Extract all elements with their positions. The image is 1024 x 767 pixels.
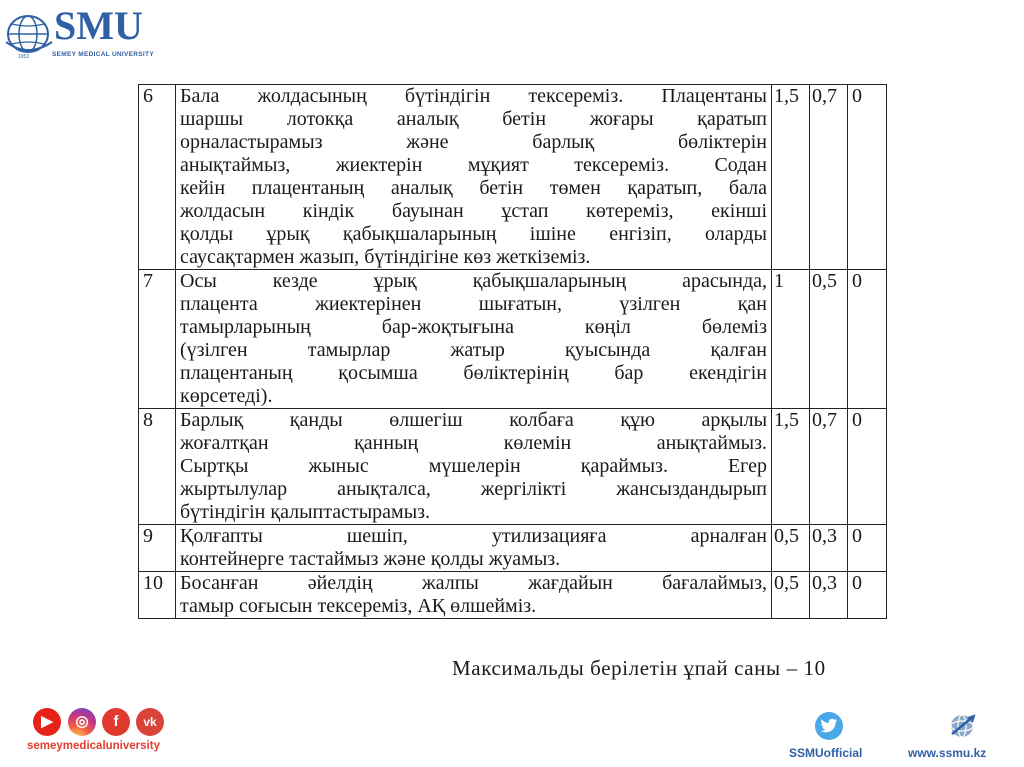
score-zero: 0 [848,572,887,619]
score-full: 1,5 [772,409,810,525]
description-line: саусақтармен жазып, бүтіндігіне көз жеткіземіз. [180,246,591,268]
description-line: Барлық қанды өлшегіш колбаға құю арқылы [180,409,767,431]
description-line: Бала жолдасының бүтіндігін тексереміз. Плацентаны [180,85,767,107]
step-number: 7 [139,270,176,409]
description-line: жоғалтқан қанның көлемін анықтаймыз. [180,432,767,454]
description-line: контейнерге тастаймыз және қолды жуамыз. [180,548,561,570]
max-score-note: Максимальды берілетін ұпай саны – 10 [452,656,826,680]
instagram-icon[interactable]: ◎ [68,708,96,736]
description-line: бүтіндігін қалыптастырамыз. [180,501,431,523]
vk-icon[interactable]: vk [136,708,164,736]
step-description [176,270,772,409]
step-description [176,409,772,525]
description-line: шаршы лотокқа аналық бетін жоғары қаратып [180,108,767,130]
step-description [176,525,772,572]
smu-logo [4,3,174,62]
score-zero: 0 [848,409,887,525]
score-zero: 0 [848,85,887,270]
step-number: 9 [139,525,176,572]
globe-logo-icon [4,12,54,56]
score-zero: 0 [848,525,887,572]
table-row [139,572,887,619]
score-partial: 0,7 [810,85,848,270]
description-line: орналастырамыз және барлық бөліктерін [180,131,767,153]
step-description [176,85,772,270]
description-line: жолдасын кіндік бауынан ұстап көтереміз, екінші [180,200,767,222]
score-partial: 0,7 [810,409,848,525]
description-line: кейін плацентаның аналық бетін төмен қаратып, бала [180,177,767,199]
description-line: Босанған әйелдің жалпы жағдайын бағалаймыз, [180,572,767,594]
table-row [139,409,887,525]
step-number: 8 [139,409,176,525]
description-line: (үзілген тамырлар жатыр қуысында қалған [180,339,767,361]
table-row [139,525,887,572]
description-line: плацентаның қосымша бөліктерінің бар екендігін [180,362,767,384]
description-line: көрсетеді). [180,385,273,407]
score-full: 0,5 [772,525,810,572]
youtube-icon[interactable]: ▶ [33,708,61,736]
description-line: Сыртқы жыныс мүшелерін қараймыз. Егер [180,455,767,477]
score-full: 1,5 [772,85,810,270]
website-link[interactable]: www.ssmu.kz [908,746,987,760]
logo-subtitle: SEMEY MEDICAL UNIVERSITY [52,51,154,58]
procedure-table [138,84,887,619]
social-handle[interactable]: semeymedicaluniversity [27,740,160,752]
facebook-icon[interactable]: f [102,708,130,736]
description-line: Қолғапты шешіп, утилизацияға арналған [180,525,767,547]
description-line: тамыр соғысын тексереміз, АҚ өлшейміз. [180,595,537,617]
step-number: 10 [139,572,176,619]
description-line: қолды ұрық қабықшаларының ішіне енгізіп, оларды [180,223,767,245]
logo-year: 1953 [18,54,30,60]
step-number: 6 [139,85,176,270]
description-line: тамырларының бар-жоқтығына көңіл бөлеміз [180,316,767,338]
description-line: Осы кезде ұрық қабықшаларының арасында, [180,270,767,292]
description-line: плацента жиектерінен шығатын, үзілген қан [180,293,767,315]
globe-icon[interactable] [948,712,978,740]
table-row [139,270,887,409]
score-partial: 0,3 [810,572,848,619]
score-zero: 0 [848,270,887,409]
twitter-icon[interactable] [815,712,843,740]
twitter-handle[interactable]: SSMUofficial [789,746,863,760]
score-partial: 0,3 [810,525,848,572]
logo-brand: SMU [54,3,143,48]
description-line: анықтаймыз, жиектерін мұқият тексереміз. Содан [180,154,767,176]
description-line: жыртылулар анықталса, жергілікті жансыздандырып [180,478,767,500]
step-description [176,572,772,619]
score-full: 1 [772,270,810,409]
table-row [139,85,887,270]
score-full: 0,5 [772,572,810,619]
score-partial: 0,5 [810,270,848,409]
